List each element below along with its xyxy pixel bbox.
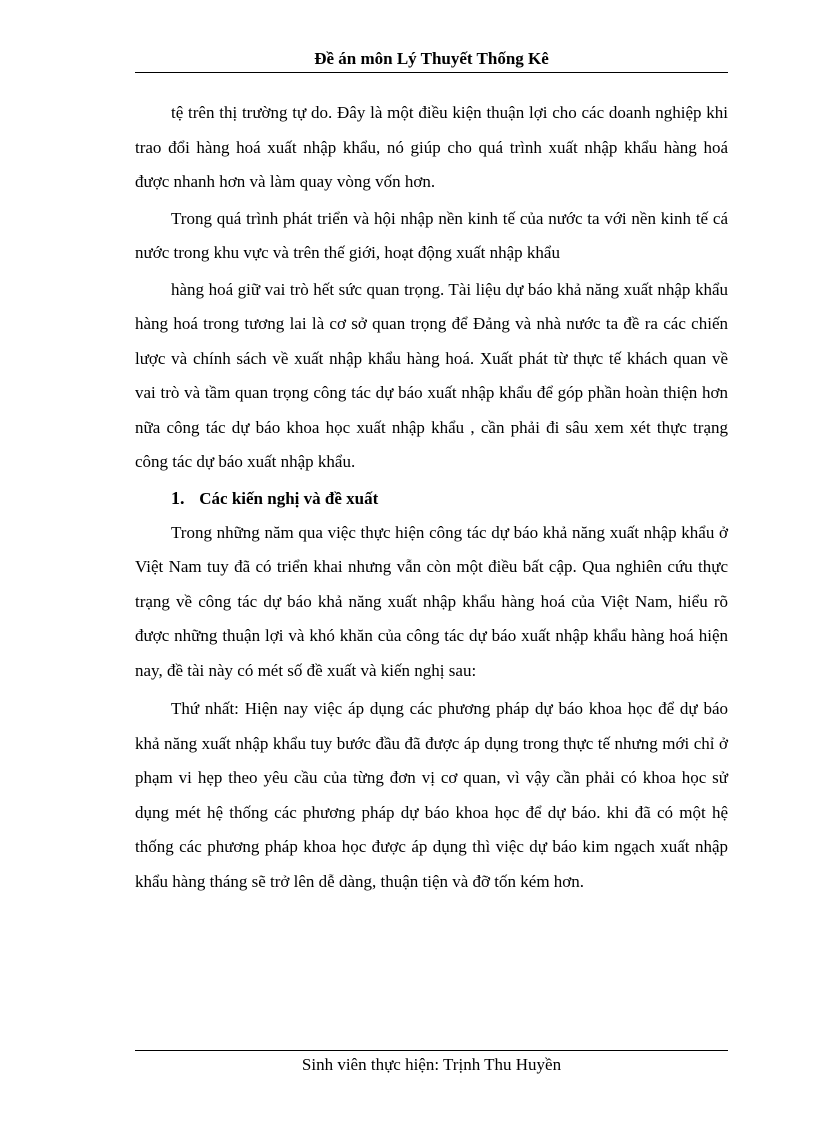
page-footer-author: Sinh viên thực hiện: Trịnh Thu Huyền — [301, 1055, 562, 1074]
page-header-title: Đề án môn Lý Thuyết Thống Kê — [314, 49, 549, 68]
header-divider — [135, 72, 728, 73]
paragraph-continuation: tệ trên thị trường tự do. Đây là một điều kiện thuận lợi cho các doanh nghiệp khi trao đổi hàng hoá xuất nhập khẩu, nó giúp cho quá trình xuất nhập khẩu hàng hoá được nhanh hơn và làm quay vòng vốn hơn. — [135, 103, 728, 191]
section-number: 1. — [171, 487, 185, 508]
paragraph-role-of-forecasting: hàng hoá giữ vai trò hết sức quan trọng. Tài liệu dự báo khả năng xuất nhập khẩu hàng hoá trong tương lai là cơ sở quan trọng để Đảng và nhà nước ta đề ra các chiến lược và chính sách về xuất nhập khẩu hàng hoá. Xuất phát từ thực tế khách quan về vai trò và tầm quan trọng công tác dự báo xuất nhập khẩu để góp phần hoàn thiện hơn nữa công tác dự báo khoa học xuất nhập khẩu , cần phải đi sâu xem xét thực trạng công tác dự báo xuất nhập khẩu. — [135, 279, 728, 471]
section-heading — [135, 481, 728, 516]
document-body — [135, 96, 728, 899]
paragraph-integration-intro: Trong quá trình phát triển và hội nhập nền kinh tế của nước ta với nền kinh tế cá nước trong khu vực và trên thế giới, hoạt động xuất nhập khẩu — [135, 208, 728, 262]
paragraph-recommendations-intro: Trong những năm qua việc thực hiện công tác dự báo khả năng xuất nhập khẩu ở Việt Nam tuy đã có triển khai nhưng vẫn còn một điều bất cập. Qua nghiên cứu thực trạng về công tác dự báo khả năng xuất nhập khẩu hàng hoá của Việt Nam, hiểu rõ được những thuận lợi và khó khăn của công tác dự báo xuất nhập khẩu hàng hoá hiện nay, đề tài này có mét số đề xuất và kiến nghị sau: — [135, 522, 728, 680]
section-title: Các kiến nghị và đề xuất — [199, 488, 379, 508]
footer-divider — [135, 1050, 728, 1051]
paragraph-first-recommendation: Thứ nhất: Hiện nay việc áp dụng các phương pháp dự báo khoa học để dự báo khả năng xuất nhập khẩu tuy bước đầu đã được áp dụng trong thực tế nhưng mới chỉ ở phạm vi hẹp theo yêu cầu của từng đơn vị cơ quan, vì vậy cần phải có khoa học sử dụng mét hệ thống các phương pháp dự báo khoa học để dự báo. khi đã có một hệ thống các phương pháp khoa học được áp dụng thì việc dự báo kim ngạch xuất nhập khẩu hàng tháng sẽ trở lên dễ dàng, thuận tiện và đỡ tốn kém hơn. — [135, 699, 728, 891]
